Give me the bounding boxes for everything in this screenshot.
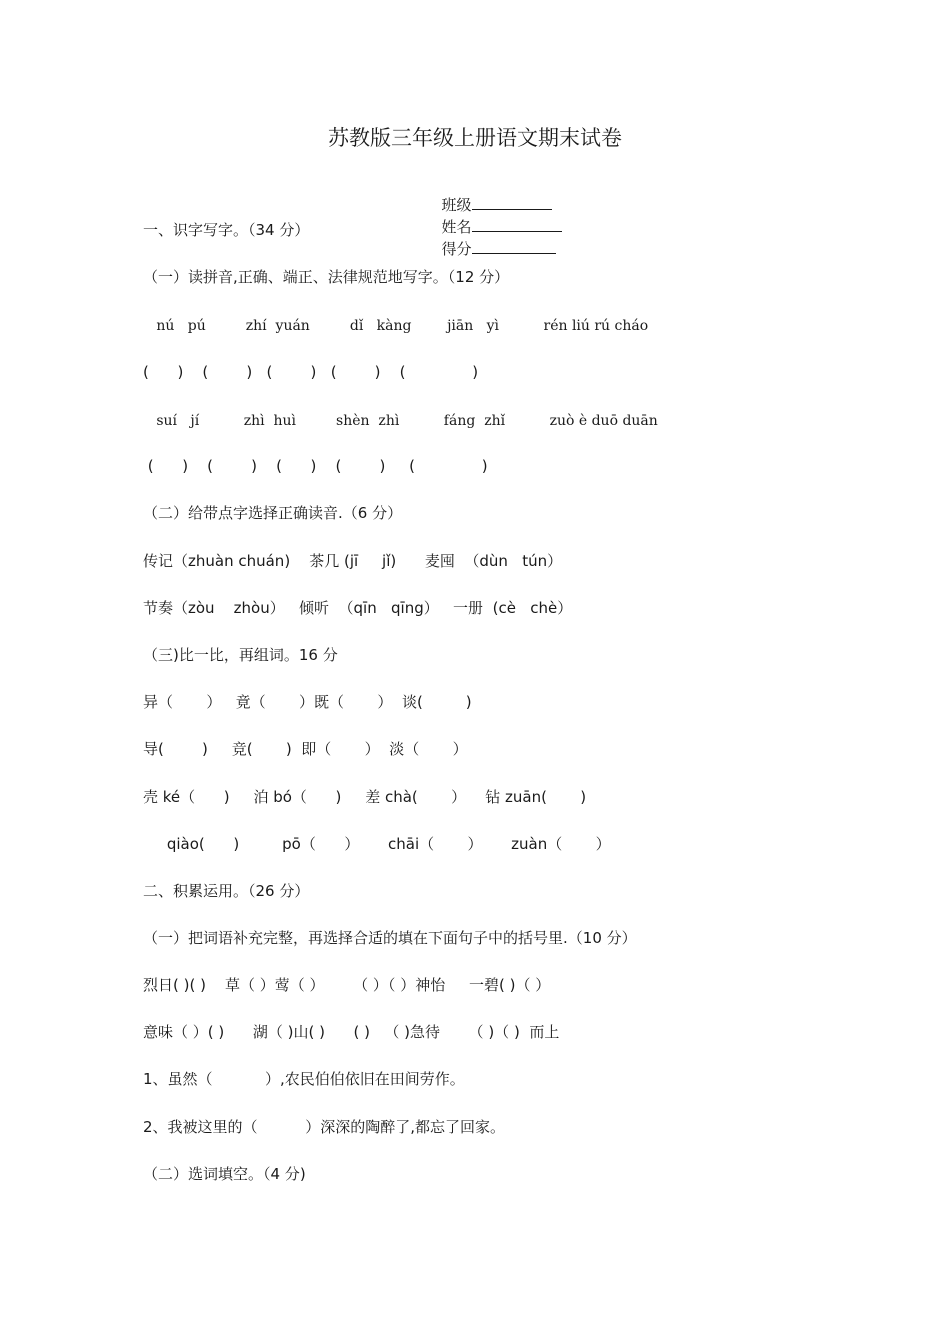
compare-row-3[interactable]: 壳 ké（ ) 泊 bó（ ) 差 chà( ） 钻 zuān( ) [143,788,587,806]
class-label: 班级 [441,196,472,214]
score-label: 得分 [441,240,472,258]
name-blank[interactable] [472,215,562,232]
pinyin-row-2: suí jí zhì huì shèn zhì fáng zhǐ zuò è duō duān [143,413,658,429]
student-info [432,173,562,259]
section-two-heading: 二、积累运用。（26 分） [143,882,310,900]
subsection-reading-heading: （二）给带点字选择正确读音.（6 分） [143,504,403,522]
subsection-compare-heading: （三)比一比，再组词。16 分 [143,646,338,664]
section-one-heading: 一、识字写字。（34 分） [143,221,310,239]
pinyin-row-1: nú pú zhí yuán dǐ kàng jiān yì rén liú rú cháo [143,318,649,334]
class-blank[interactable] [472,193,552,210]
reading-choice-row-1: 传记（zhuàn chuán) 茶几 (jī jǐ) 麦囤 （dùn tún） [143,552,563,570]
name-label: 姓名 [441,218,472,236]
score-blank[interactable] [472,237,556,254]
compare-row-4[interactable]: qiào( ) pō（ ） chāi（ ） zuàn（ ） [143,835,611,853]
idiom-row-1[interactable]: 烈日( )( ) 草（ ）莺（ ） （ ）（ ）神怡 一碧( )（ ） [143,976,551,994]
page-title: 苏教版三年级上册语文期末试卷 [328,126,622,150]
sentence-2[interactable]: 2、我被这里的（ ）深深的陶醉了,都忘了回家。 [143,1118,505,1136]
subsection-pinyin-heading: （一）读拼音,正确、端正、法律规范地写字。（12 分） [143,268,510,286]
answer-blanks-row-1[interactable]: ( ) ( ) ( ) ( ) ( ) [143,363,479,381]
compare-row-1[interactable]: 异（ ） 竟（ ）既（ ） 谈( ) [143,693,472,711]
answer-blanks-row-2[interactable]: ( ) ( ) ( ) ( ) ( ) [143,457,488,475]
compare-row-2[interactable]: 导( ) 竞( ) 即（ ） 淡（ ） [143,740,468,758]
reading-choice-row-2: 节奏（zòu zhòu） 倾听 （qīn qīng） 一册 (cè chè） [143,599,573,617]
idiom-row-2[interactable]: 意味（ ）( ) 湖（ )山( ) ( ) （ )急待 （ )（ ) 而上 [143,1023,560,1041]
subsection-fill-heading: （二）选词填空。（4 分) [143,1165,306,1183]
subsection-idiom-heading: （一）把词语补充完整，再选择合适的填在下面句子中的括号里.（10 分） [143,929,637,947]
sentence-1[interactable]: 1、虽然（ ）,农民伯伯依旧在田间劳作。 [143,1070,465,1088]
